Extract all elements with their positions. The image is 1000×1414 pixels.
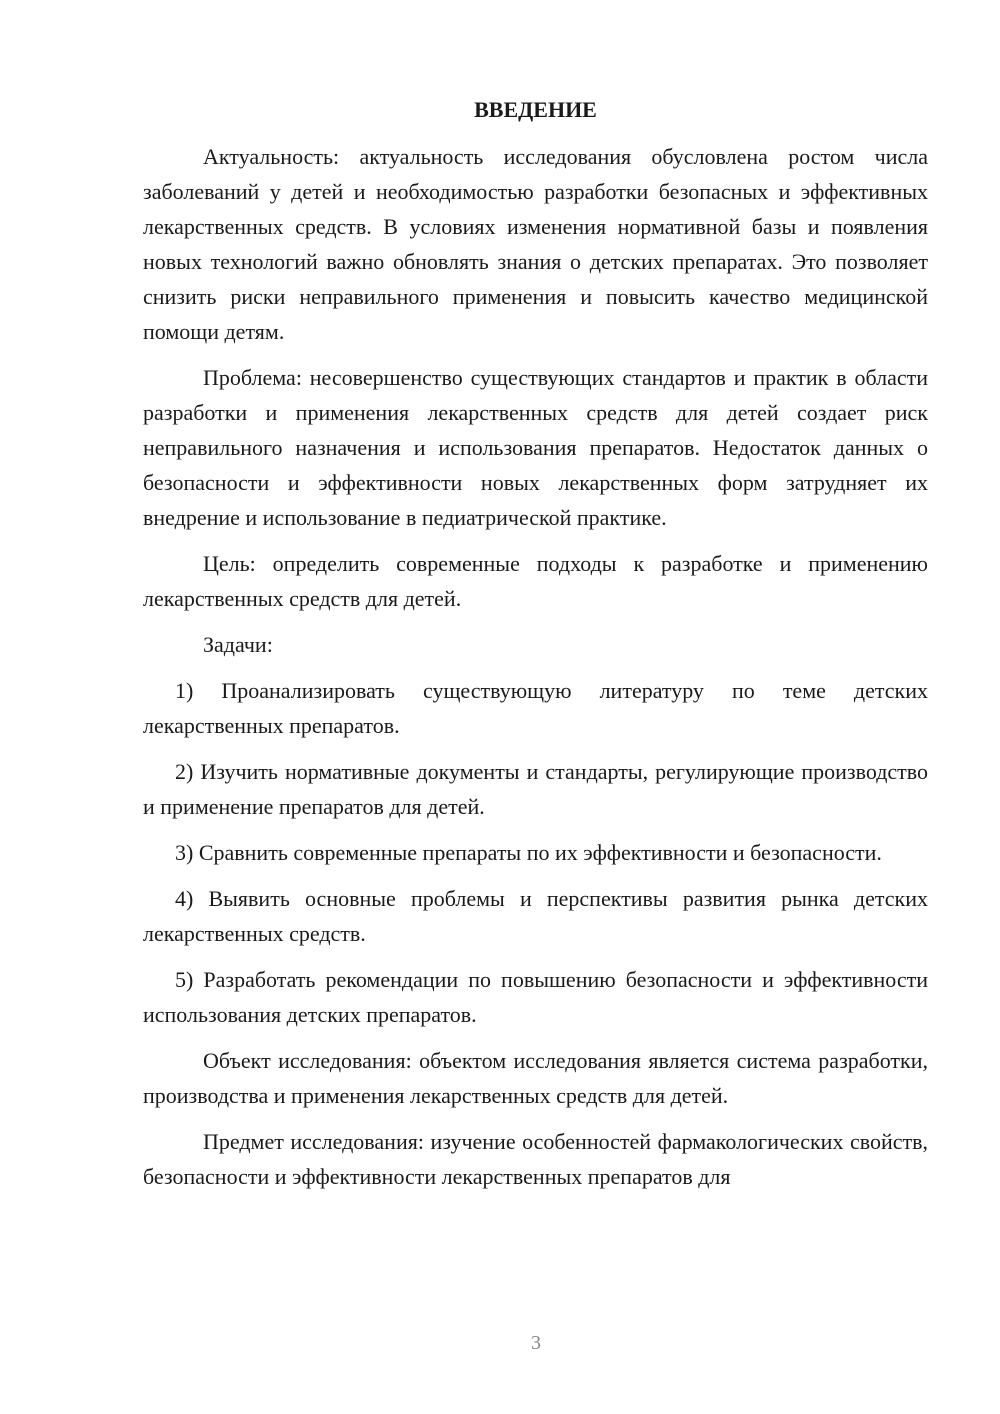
problem-paragraph: Проблема: несовершенство существующих стандартов и практик в области разработки и применения лекарственных средств для детей создает риск неправильного назначения и использования препаратов. Недостаток данных о безопасности и эффективности новых лекарственных форм затрудняет их внедрение и использование в педиатрической практике. (143, 365, 928, 530)
relevance-paragraph: Актуальность: актуальность исследования обусловлена ростом числа заболеваний у детей и необходимостью разработки безопасных и эффективных лекарственных средств. В условиях изменения нормативной базы и появления новых технологий важно обновлять знания о детских препаратах. Это позволяет снизить риски неправильного применения и повысить качество медицинской помощи детям. (143, 144, 928, 344)
task-item-4: 4) Выявить основные проблемы и перспективы развития рынка детских лекарственных средств. (143, 886, 928, 946)
research-object-paragraph: Объект исследования: объектом исследования является система разработки, производства и применения лекарственных средств для детей. (143, 1048, 928, 1108)
task-item-2: 2) Изучить нормативные документы и стандарты, регулирующие производство и применение препаратов для детей. (143, 759, 928, 819)
section-heading: ВВЕДЕНИЕ (474, 97, 597, 122)
goal-paragraph: Цель: определить современные подходы к разработке и применению лекарственных средств для детей. (143, 551, 928, 611)
page-number: 3 (531, 1332, 541, 1354)
task-item-1: 1) Проанализировать существующую литературу по теме детских лекарственных препаратов. (143, 678, 928, 738)
page-content (143, 92, 928, 1205)
tasks-label: Задачи: (203, 632, 273, 657)
research-subject-paragraph: Предмет исследования: изучение особенностей фармакологических свойств, безопасности и эффективности лекарственных препаратов для (143, 1129, 928, 1189)
task-item-3: 3) Сравнить современные препараты по их эффективности и безопасности. (175, 840, 882, 865)
task-item-5: 5) Разработать рекомендации по повышению безопасности и эффективности использования детских препаратов. (143, 967, 928, 1027)
